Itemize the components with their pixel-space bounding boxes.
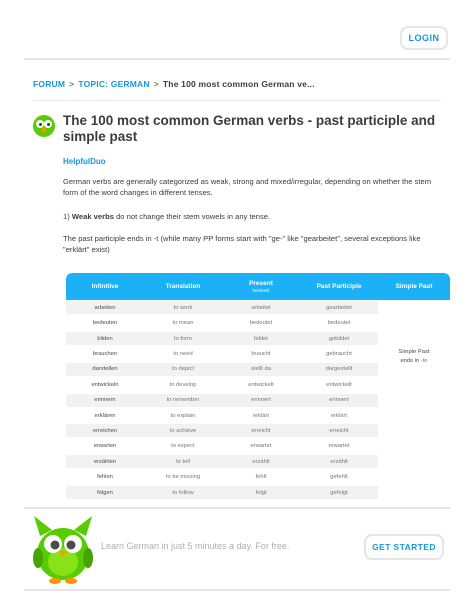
cell-translation: to expect [171,443,195,450]
post-paragraph: The past participle ends in -t (while many PP forms start with "ge-" like "gearbeitet", several exceptions like "erklärt" exist) [63,234,421,254]
breadcrumb-topic-link[interactable]: TOPIC: GERMAN [78,79,150,89]
cell-present: braucht [251,350,271,357]
table-row [66,317,378,330]
table-row [66,394,378,407]
simple-past-cell [378,300,450,501]
table-row [66,378,378,391]
cell-present: entwickelt [248,381,274,388]
cell-past-participle: entwickelt [326,381,352,388]
cell-translation: to follow [172,489,194,496]
cell-past-participle: gefolgt [330,489,348,496]
cell-infinitive: bedeuten [92,320,118,327]
cell-translation: to achieve [169,427,197,434]
simple-past-note-prefix: ends in [400,358,421,364]
weak-verbs-label: Weak verbs [71,212,114,221]
login-button[interactable]: LOGIN [400,26,448,50]
cell-present: fehlt [255,474,267,481]
cell-past-participle: erwartet [328,443,350,450]
top-bar [0,0,474,58]
cell-present: stellt da [251,366,271,373]
cell-infinitive: darstellen [92,366,118,373]
header-divider [24,58,450,60]
cell-translation: to form [173,335,193,342]
header-present-sub: he/she/it [252,287,270,293]
cell-present: bildet [254,335,268,342]
footer-divider [24,589,450,591]
cell-present: erwartet [250,443,272,450]
cell-translation: to explain [170,412,196,419]
cell-translation: to mean [172,320,194,327]
cell-infinitive: erinnern [94,397,116,404]
cell-infinitive: bilden [97,335,113,342]
cell-past-participle: gearbeitet [326,304,352,311]
table-row [66,455,378,468]
cell-past-participle: erzählt [330,458,348,465]
simple-past-suffix: -te [420,358,428,364]
cell-infinitive: erreichen [92,427,118,434]
table-row [66,409,378,422]
table-header [66,273,450,300]
cell-translation: to develop [169,381,197,388]
cell-past-participle: gefehlt [330,474,348,481]
get-started-button[interactable]: GET STARTED [364,534,444,560]
cell-past-participle: bedeutet [327,320,351,327]
table-row [66,347,378,360]
header-present-label: Present [249,279,273,287]
cell-translation: to remember [166,397,200,404]
avatar[interactable] [33,115,55,137]
cell-infinitive: erwarten [93,443,117,450]
cell-infinitive: erklären [94,412,116,419]
cell-present: erklärt [252,412,270,419]
breadcrumb [33,79,315,89]
header-past-participle: Past Participle [316,283,362,290]
cell-translation: to need [173,350,193,357]
simple-past-note-line2 [378,357,450,366]
breadcrumb-current: The 100 most common German ve... [162,79,315,89]
paragraph-text: do not change their stem vowels in any tense. [113,212,271,221]
cell-past-participle: gebraucht [326,350,352,357]
cta-text: Learn German in just 5 minutes a day. For free. [101,541,290,551]
table-row [66,486,378,499]
avatar-eye-right [44,120,52,128]
post-paragraph [63,211,448,222]
breadcrumb-separator: > [69,79,75,89]
header-present [222,273,300,300]
table-row [66,471,378,484]
table-row [66,363,378,376]
cell-past-participle: gebildet [328,335,350,342]
cell-infinitive: fehlen [97,474,113,481]
simple-past-note [378,348,450,366]
header-simple-past: Simple Past [395,283,433,290]
cell-past-participle: erreicht [329,427,349,434]
table-row [66,332,378,345]
simple-past-note-line1: Simple Past [398,349,430,355]
cell-translation: to be missing [165,474,201,481]
cta-divider [24,507,450,509]
cell-past-participle: erinnert [329,397,349,404]
cell-infinitive: folgen [97,489,113,496]
author-link[interactable]: HelpfulDuo [63,157,106,166]
cell-infinitive: entwickeln [91,381,119,388]
page-title: The 100 most common German verbs - past participle and simple past [63,113,436,144]
table-row [66,440,378,453]
cell-present: folgt [255,489,267,496]
cell-infinitive: arbeiten [94,304,116,311]
cell-present: arbeitet [251,304,271,311]
table-row [66,424,378,437]
cell-past-participle: dargestellt [325,366,353,373]
cell-present: erreicht [251,427,271,434]
cell-present: bedeutet [249,320,273,327]
cell-present: erzählt [252,458,270,465]
cell-infinitive: erzählen [93,458,117,465]
paragraph-prefix: 1) [63,212,72,221]
breadcrumb-separator: > [153,79,159,89]
post-paragraph: German verbs are generally categorized as weak, strong and mixed/irregular, depending on whether the stem form of the word changes in different tenses. [63,177,432,197]
cell-translation: to depict [172,366,194,373]
breadcrumb-divider [33,100,441,101]
header-infinitive: Infinitive [91,283,119,290]
table-row [66,301,378,314]
verbs-table [66,273,450,501]
cell-past-participle: erklärt [330,412,348,419]
breadcrumb-forum-link[interactable]: FORUM [33,79,66,89]
cell-infinitive: brauchen [92,350,118,357]
cell-present: erinnert [251,397,271,404]
avatar-beak [41,127,47,133]
cell-translation: to work [173,304,193,311]
cell-translation: to tell [176,458,190,465]
duo-owl-mascot [30,510,96,588]
header-translation: Translation [165,283,201,290]
